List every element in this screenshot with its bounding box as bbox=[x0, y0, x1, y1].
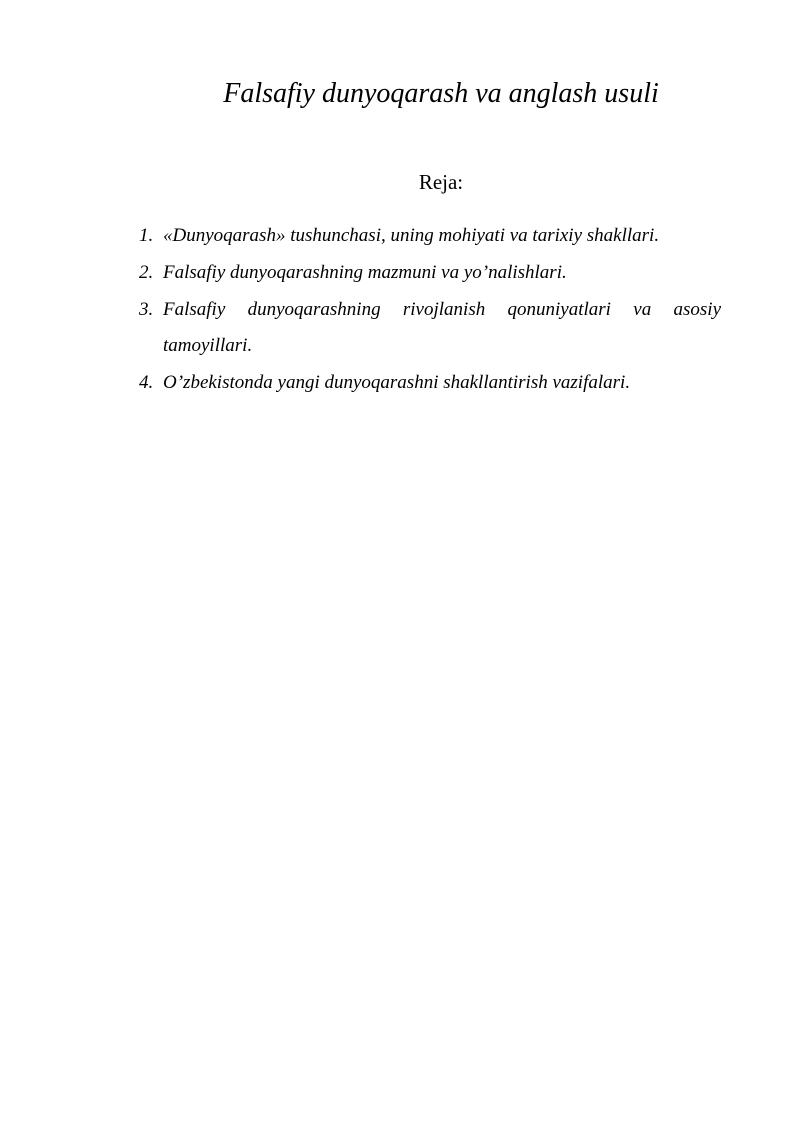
list-item-text: O’zbekistonda yangi dunyoqarashni shakllantirish vazifalari. bbox=[163, 372, 631, 393]
plan-heading: Reja: bbox=[418, 170, 464, 194]
list-item-number: 1. bbox=[139, 225, 154, 246]
list-item-number: 3. bbox=[139, 299, 154, 320]
list-item-number: 2. bbox=[139, 262, 154, 283]
document-title: Falsafiy dunyoqarash va anglash usuli bbox=[223, 78, 659, 109]
list-item-text: Falsafiy dunyoqarashning rivojlanish qonuniyatlari va asosiy tamoyillari. bbox=[163, 299, 721, 356]
list-item-number: 4. bbox=[139, 372, 154, 393]
list-item bbox=[131, 255, 721, 291]
list-item-text: «Dunyoqarash» tushunchasi, uning mohiyati va tarixiy shakllari. bbox=[163, 225, 660, 246]
list-item-text: Falsafiy dunyoqarashning mazmuni va yo’nalishlari. bbox=[163, 262, 567, 283]
list-item bbox=[131, 292, 721, 364]
plan-list bbox=[131, 218, 721, 402]
list-item bbox=[131, 218, 721, 254]
list-item bbox=[131, 365, 721, 401]
